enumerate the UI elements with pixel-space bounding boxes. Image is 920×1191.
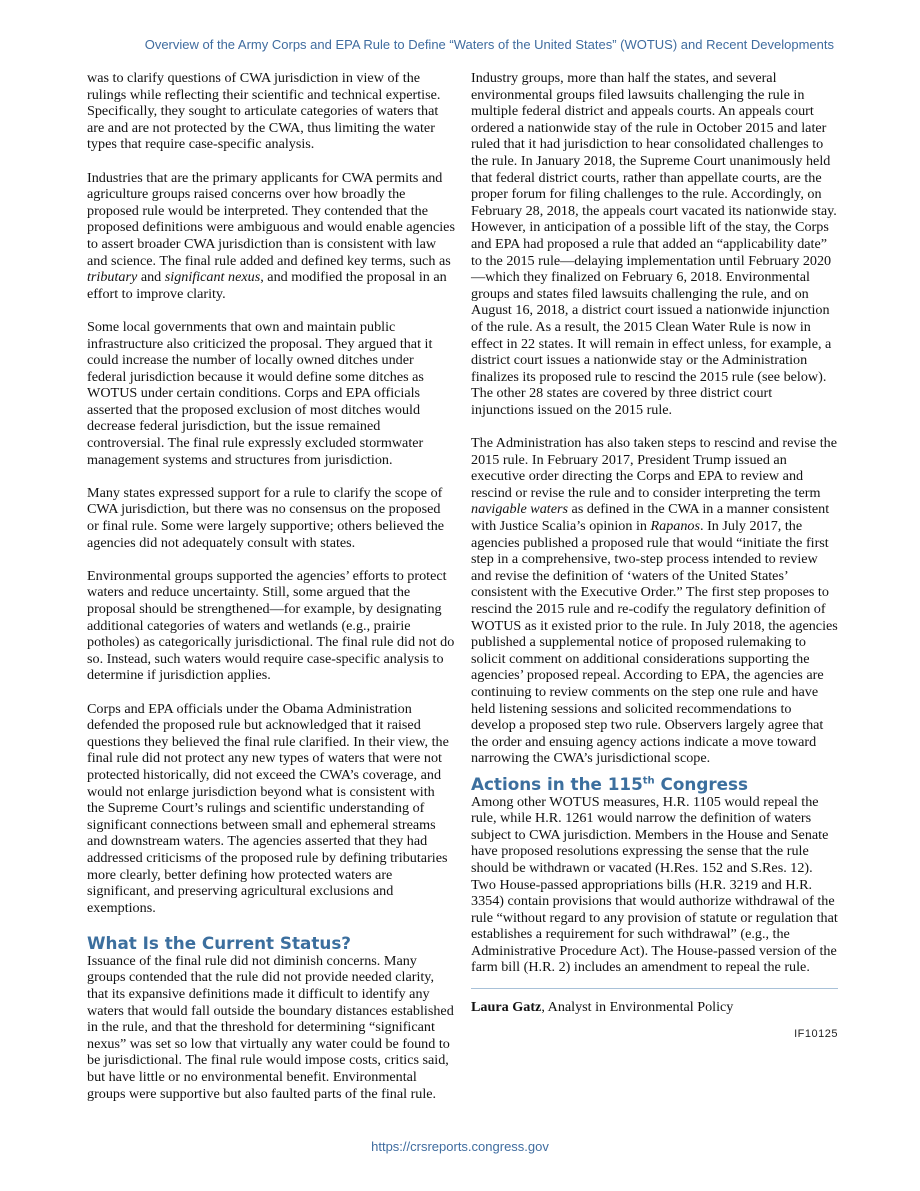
term-tributary: tributary bbox=[87, 269, 138, 286]
section-heading-current-status: What Is the Current Status? bbox=[87, 932, 352, 953]
author-name: Laura Gatz bbox=[471, 999, 542, 1016]
running-header: Overview of the Army Corps and EPA Rule to Define “Waters of the United States” (WOTUS) and Recent Developments bbox=[144, 37, 834, 52]
left-column bbox=[87, 70, 455, 1102]
term-navigable-waters: navigable waters bbox=[471, 501, 569, 518]
paragraph: Among other WOTUS measures, H.R. 1105 would repeal the rule, while H.R. 1261 would narrow the definition of waters subject to CWA jurisdiction. Members in the House and Senate have proposed resolutions expressing the sense that the rule should be withdrawn or vacated (H.Res. 152 and S.Res. 12). Two House-passed appropriations bills (H.R. 3219 and H.R. 3354) contain provisions that would authorize withdrawal of the rule “without regard to any provision of statute or regulation that establishes a requirement for such withdrawal” (e.g., the Administrative Procedure Act). The House-passed version of the farm bill (H.R. 2) includes an amendment to repeal the rule. bbox=[471, 793, 838, 976]
paragraph: Issuance of the final rule did not diminish concerns. Many groups contended that the rule did not provide needed clarity, that its expansive definitions made it difficult to identify any waters that would fall outside the boundary distances established in the rule, and that the threshold for determining “significant nexus” was set so low that virtually any water could be found to be jurisdictional. The final rule would impose costs, critics said, but have little or no environmental benefit. Environmental groups were supportive but also faulted parts of the final rule. bbox=[87, 952, 454, 1102]
term-rapanos: Rapanos bbox=[650, 518, 700, 535]
author-title: , Analyst in Environmental Policy bbox=[541, 999, 734, 1016]
paragraph: Corps and EPA officials under the Obama Administration defended the proposed rule but acknowledged that it raised questions they believed the final rule clarified. In their view, the final rule did not protect any new types of waters that were not protected historically, did not exceed the CWA’s coverage, and would not enlarge jurisdiction beyond what is consistent with the Supreme Court’s rulings and scientific understanding of significant connections between small and ephemeral streams and downstream waters. The agencies asserted that they had addressed criticisms of the proposed rule by defining tributaries more clearly, better defining how protected waters are significant, and preserving agricultural exclusions and exemptions. bbox=[87, 700, 449, 916]
right-column bbox=[471, 70, 838, 1042]
paragraph: Environmental groups supported the agencies’ efforts to protect waters and reduce uncertainty. Still, some argued that the proposal should be strengthened—for example, by designating additional categories of waters and wetlands (e.g., prairie potholes) as categorically jurisdictional. The final rule did not do so. Instead, such waters would require case-specific analysis to determine if jurisdiction applies. bbox=[87, 567, 455, 684]
paragraph: The Administration has also taken steps to rescind and revise the 2015 rule. In February 2017, President Trump issued an executive order directing the Corps and EPA to review and rescind or revise the rule and to consider interpreting the term navigable waters as defined in the CWA in a manner consistent with Justice Scalia’s opinion in Rapanos. In July 2017, the agencies published a proposed rule that would “initiate the first step in a comprehensive, two-step process intended to review and revise the definition of ‘waters of the United States’ consistent with the Executive Order.” The first step proposes to rescind the 2015 rule and re-codify the regulatory definition of WOTUS as it existed prior to the rule. In July 2018, the agencies published a supplemental notice of proposed rulemaking to solicit comment on additional considerations supporting the agencies’ proposed repeal. According to EPA, the agencies are continuing to review comments on the step one rule and have held listening sessions and solicited recommendations to develop a proposed step two rule. Observers largely agree that the order and ensuing agency actions indicate a move toward narrowing the CWA’s jurisdictional scope. bbox=[471, 435, 838, 767]
term-significant-nexus: significant nexus bbox=[164, 269, 261, 286]
paragraph: was to clarify questions of CWA jurisdiction in view of the rulings while reflecting their scientific and technical expertise. Specifically, they sought to articulate categories of waters that are and are not protected by the CWA, thus limiting the water types that require case-specific analysis. bbox=[87, 70, 441, 153]
author-divider bbox=[471, 988, 838, 989]
author-line bbox=[471, 999, 838, 1016]
paragraph: Industries that are the primary applicants for CWA permits and agriculture groups raised concerns over how broadly the proposed rule would be interpreted. They contended that the proposed definitions were ambiguous and would enable agencies to assert broader CWA jurisdiction than is consistent with law and science. The final rule added and defined key terms, such as tributary and significant nexus, and modified the proposal in an effort to improve clarity. bbox=[87, 169, 455, 302]
document-id: IF10125 bbox=[794, 1027, 838, 1040]
paragraph: Many states expressed support for a rule to clarify the scope of CWA jurisdiction, but there was no consensus on the proposed or final rule. Some were largely supportive; others believed the agencies did not adequately consult with states. bbox=[87, 484, 445, 551]
footer-url-link[interactable]: https://crsreports.congress.gov bbox=[371, 1139, 549, 1154]
section-heading-actions-115th-congress: Actions in the 115th Congress bbox=[471, 773, 748, 794]
paragraph: Some local governments that own and maintain public infrastructure also criticized the proposal. They argued that it could increase the number of locally owned ditches under federal jurisdiction because it would define some ditches as WOTUS under certain conditions. Corps and EPA officials asserted that the proposed exclusion of most ditches would decrease federal jurisdiction, but the issue remained controversial. The final rule expressly excluded stormwater management systems and structures from jurisdiction. bbox=[87, 318, 433, 468]
paragraph: Industry groups, more than half the states, and several environmental groups filed lawsuits challenging the rule in multiple federal district and appeals courts. An appeals court ordered a nationwide stay of the rule in October 2015 and later ruled that it had jurisdiction to hear consolidated challenges to the rule. In January 2018, the Supreme Court unanimously held that federal district courts, rather than appellate courts, are the proper forum for filing challenges to the rule. Accordingly, on February 28, 2018, the appeals court vacated its nationwide stay. However, in anticipation of a possible lift of the stay, the Corps and EPA had proposed a rule that added an “applicability date” to the 2015 rule—delaying implementation until February 2020—which they finalized on February 6, 2018. Environmental groups and states filed lawsuits challenging the rule, and on August 16, 2018, a district court issued a nationwide injunction of the rule. As a result, the 2015 Clean Water Rule is now in effect in 22 states. It will remain in effect unless, for example, a district court issues a nationwide stay or the Administration finalizes its proposed rule to rescind the 2015 rule (see below). The other 28 states are covered by three district court injunctions issued on the 2015 rule. bbox=[471, 70, 837, 418]
